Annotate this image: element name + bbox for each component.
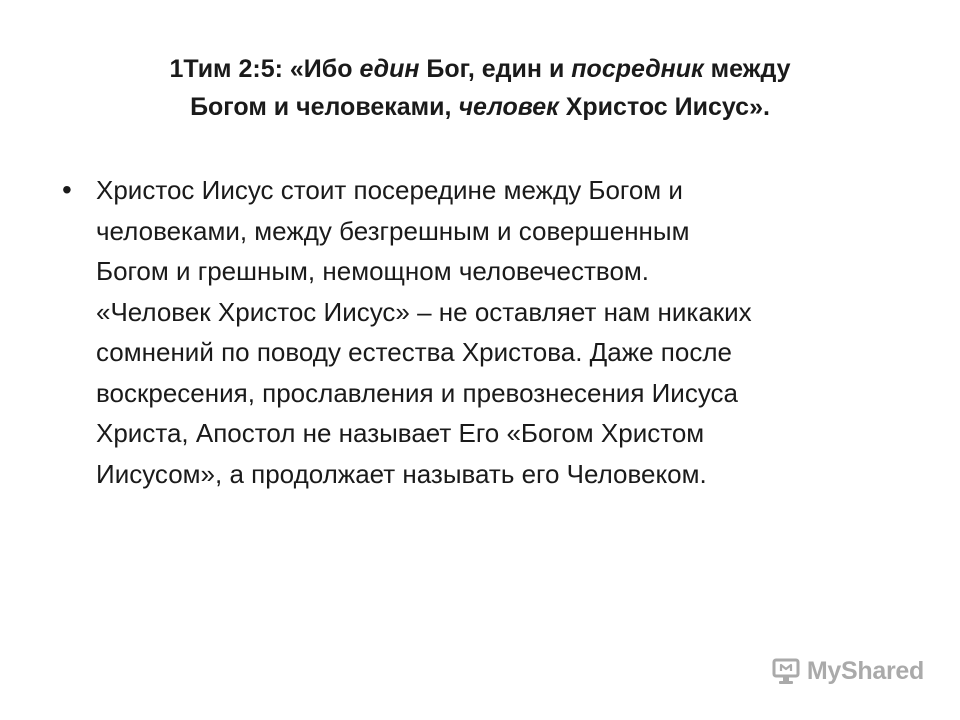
- bullet-line: Иисусом», а продолжает называть его Человеком.: [96, 458, 707, 489]
- title-part: 1Тим 2:5: «Ибо: [169, 55, 360, 83]
- bullet-line: «Человек Христос Иисус» – не оставляет нам никаких: [96, 296, 752, 327]
- title-part: Богом и человеками,: [190, 93, 459, 121]
- title-italic-part: человек: [458, 93, 559, 121]
- watermark-text: MyShared: [806, 656, 924, 685]
- title-part: Христос Иисус».: [558, 93, 770, 121]
- bullet-line: Богом и грешным, немощном человечеством.: [96, 256, 650, 286]
- bullet-line: человеками, между безгрешным и совершенным: [96, 215, 690, 246]
- title-italic-part: посредник: [571, 55, 704, 83]
- slide-title: [60, 50, 900, 126]
- slide-body: [62, 170, 912, 494]
- bullet-marker: •: [62, 174, 72, 205]
- bullet-line: сомнений по поводу естества Христова. Даже после: [96, 337, 732, 367]
- title-part: Бог, един и: [419, 55, 572, 83]
- title-italic-part: един: [359, 55, 420, 83]
- bullet-line: Христос Иисус стоит посередине между Богом и: [96, 175, 683, 205]
- myshared-watermark: [771, 656, 924, 686]
- bullet-text: [96, 170, 912, 494]
- bullet-line: воскресения, прославления и превознесения Иисуса: [96, 377, 739, 408]
- monitor-icon: [771, 656, 801, 686]
- bullet-item: [62, 170, 912, 494]
- title-part: между: [703, 55, 791, 83]
- bullet-line: Христа, Апостол не называет Его «Богом Христом: [96, 418, 705, 448]
